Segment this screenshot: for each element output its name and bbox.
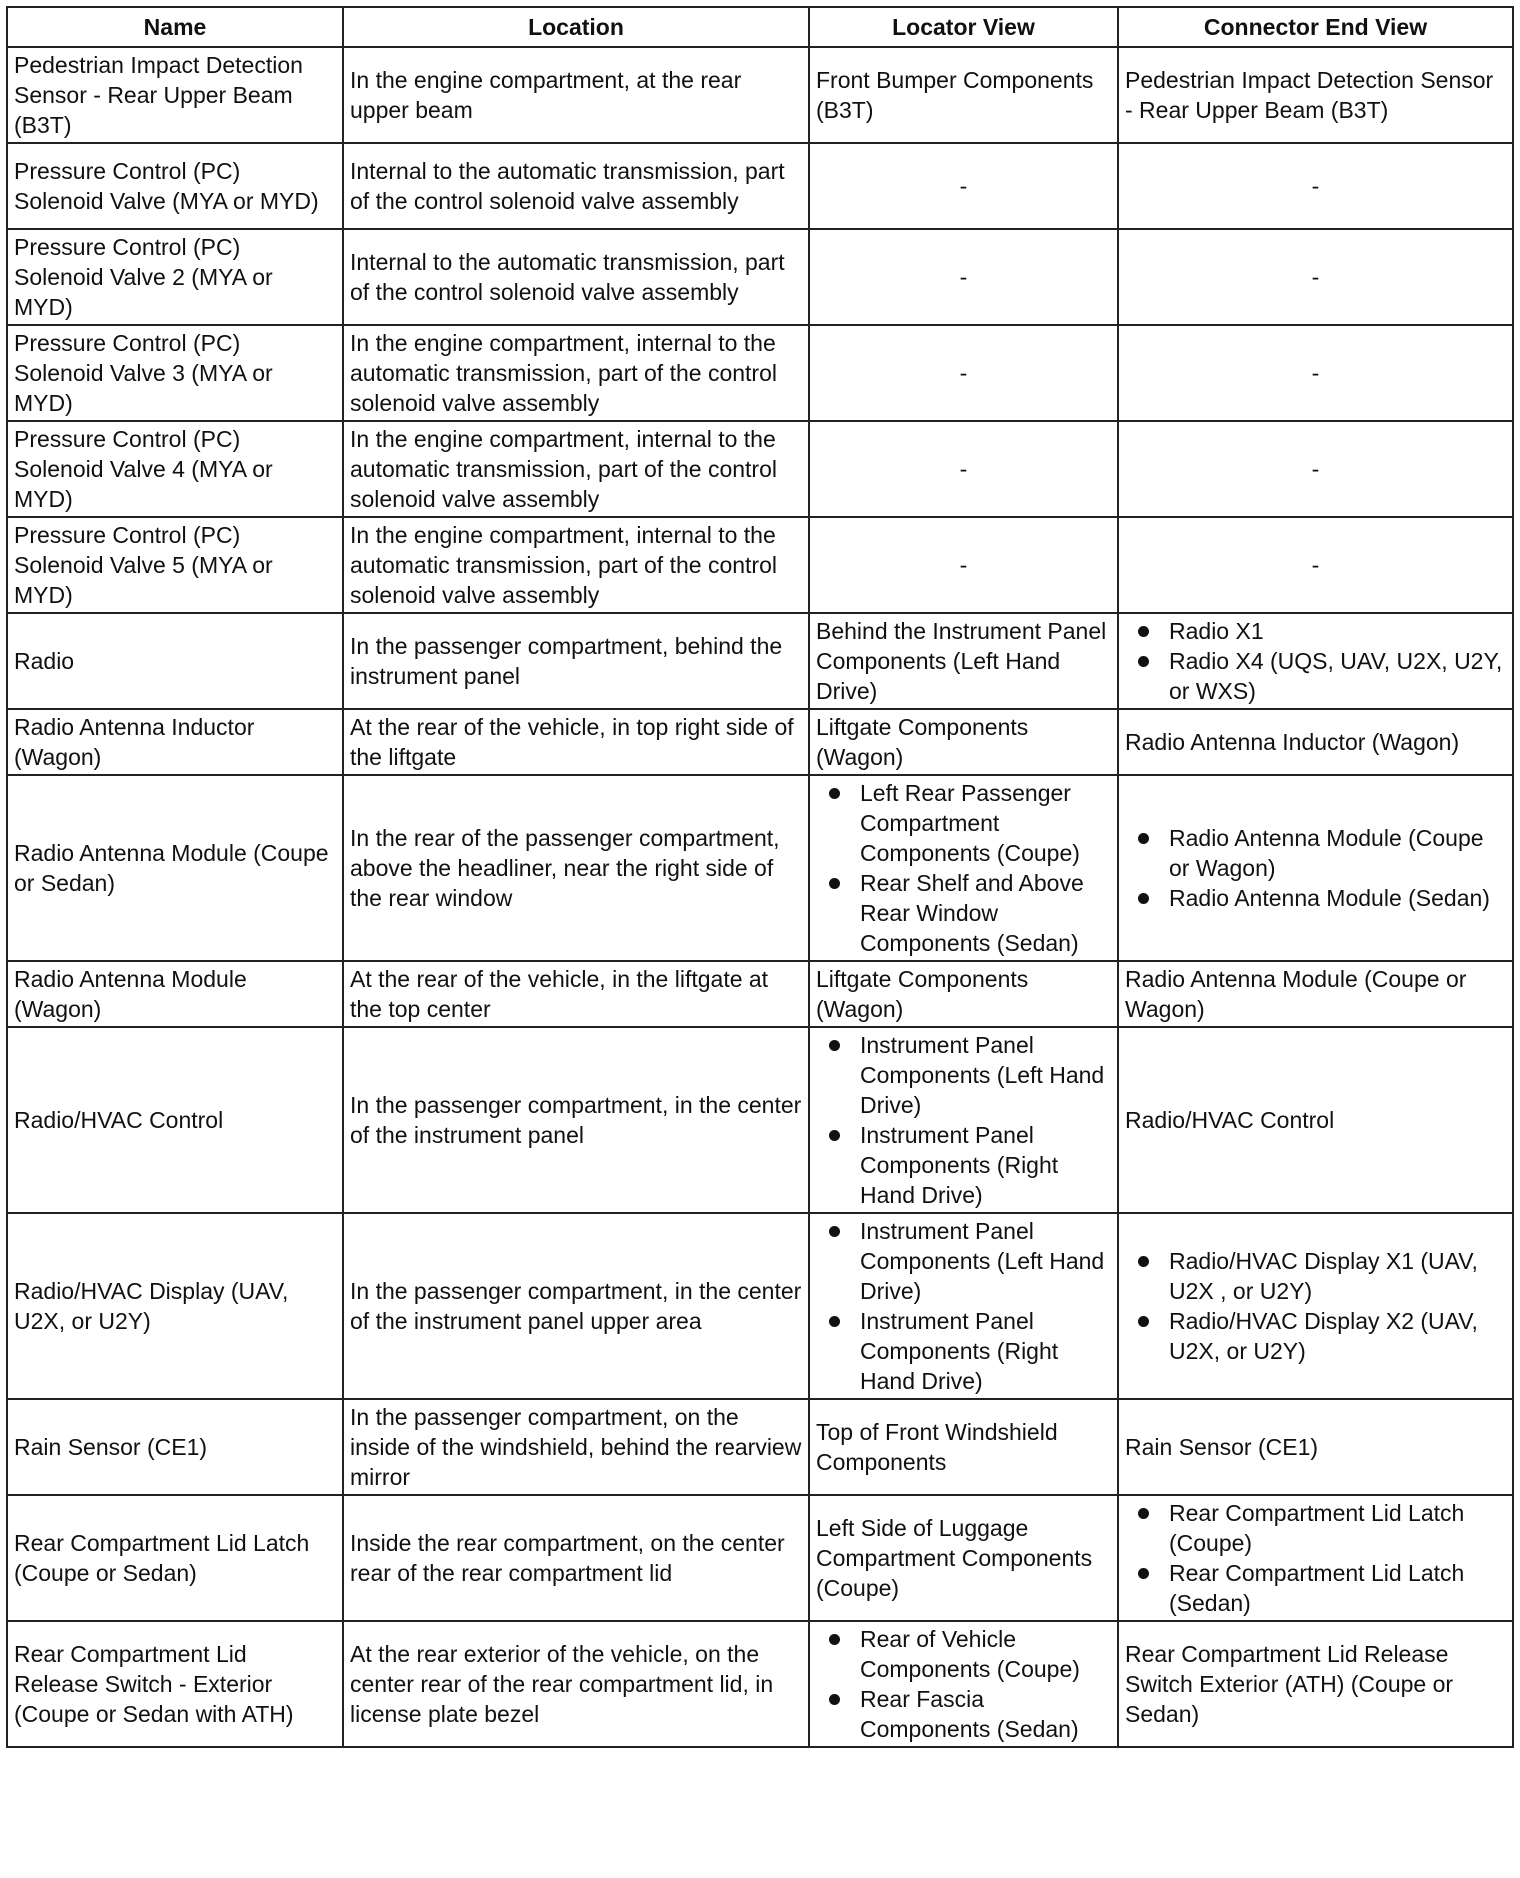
cell-location: In the engine compartment, at the rear upper beam bbox=[343, 47, 809, 143]
cell-location: In the passenger compartment, behind the instrument panel bbox=[343, 613, 809, 709]
cell-locator-view bbox=[809, 1213, 1118, 1399]
bullet-list bbox=[1125, 616, 1506, 706]
cell-locator-view: - bbox=[809, 229, 1118, 325]
cell-name: Radio Antenna Inductor (Wagon) bbox=[7, 709, 343, 775]
bullet-list bbox=[816, 1624, 1111, 1744]
bullet-item: Radio Antenna Module (Coupe or Wagon) bbox=[1169, 823, 1506, 883]
bullet-item: Rear Fascia Components (Sedan) bbox=[860, 1684, 1111, 1744]
bullet-item: Radio Antenna Module (Sedan) bbox=[1169, 883, 1506, 913]
cell-locator-view bbox=[809, 1621, 1118, 1747]
bullet-list bbox=[816, 1216, 1111, 1396]
table-row bbox=[7, 325, 1513, 421]
cell-locator-view: - bbox=[809, 325, 1118, 421]
cell-connector-end-view bbox=[1118, 775, 1513, 961]
header-name: Name bbox=[7, 7, 343, 47]
cell-locator-view: - bbox=[809, 143, 1118, 229]
table-row bbox=[7, 47, 1513, 143]
table-body bbox=[7, 47, 1513, 1747]
bullet-item: Rear Shelf and Above Rear Window Components (Sedan) bbox=[860, 868, 1111, 958]
cell-location: In the passenger compartment, on the inside of the windshield, behind the rearview mirror bbox=[343, 1399, 809, 1495]
table-row bbox=[7, 1399, 1513, 1495]
cell-connector-end-view: - bbox=[1118, 517, 1513, 613]
cell-location: Internal to the automatic transmission, part of the control solenoid valve assembly bbox=[343, 143, 809, 229]
bullet-list bbox=[816, 1030, 1111, 1210]
table-row bbox=[7, 1027, 1513, 1213]
cell-locator-view bbox=[809, 775, 1118, 961]
bullet-item: Instrument Panel Components (Left Hand Drive) bbox=[860, 1030, 1111, 1120]
table-row bbox=[7, 1621, 1513, 1747]
cell-location: At the rear of the vehicle, in the liftgate at the top center bbox=[343, 961, 809, 1027]
cell-locator-view: Front Bumper Components (B3T) bbox=[809, 47, 1118, 143]
cell-connector-end-view bbox=[1118, 1213, 1513, 1399]
cell-connector-end-view: Radio Antenna Module (Coupe or Wagon) bbox=[1118, 961, 1513, 1027]
cell-name: Radio Antenna Module (Coupe or Sedan) bbox=[7, 775, 343, 961]
cell-name: Pressure Control (PC) Solenoid Valve 5 (MYA or MYD) bbox=[7, 517, 343, 613]
table-row bbox=[7, 961, 1513, 1027]
cell-connector-end-view: - bbox=[1118, 229, 1513, 325]
table-row bbox=[7, 143, 1513, 229]
bullet-item: Rear Compartment Lid Latch (Sedan) bbox=[1169, 1558, 1506, 1618]
cell-name: Pressure Control (PC) Solenoid Valve (MYA or MYD) bbox=[7, 143, 343, 229]
cell-locator-view: Behind the Instrument Panel Components (Left Hand Drive) bbox=[809, 613, 1118, 709]
cell-name: Radio/HVAC Control bbox=[7, 1027, 343, 1213]
table-row bbox=[7, 775, 1513, 961]
cell-location: In the passenger compartment, in the center of the instrument panel upper area bbox=[343, 1213, 809, 1399]
cell-location: Internal to the automatic transmission, part of the control solenoid valve assembly bbox=[343, 229, 809, 325]
table-row bbox=[7, 1213, 1513, 1399]
bullet-list bbox=[1125, 1498, 1506, 1618]
cell-name: Pedestrian Impact Detection Sensor - Rear Upper Beam (B3T) bbox=[7, 47, 343, 143]
cell-locator-view bbox=[809, 1027, 1118, 1213]
cell-location: In the rear of the passenger compartment, above the headliner, near the right side of the rear window bbox=[343, 775, 809, 961]
cell-name: Pressure Control (PC) Solenoid Valve 3 (MYA or MYD) bbox=[7, 325, 343, 421]
component-location-table-wrapper bbox=[6, 6, 1512, 1748]
header-locator-view: Locator View bbox=[809, 7, 1118, 47]
bullet-item: Left Rear Passenger Compartment Components (Coupe) bbox=[860, 778, 1111, 868]
cell-connector-end-view: Radio/HVAC Control bbox=[1118, 1027, 1513, 1213]
cell-locator-view: Top of Front Windshield Components bbox=[809, 1399, 1118, 1495]
cell-location: At the rear of the vehicle, in top right side of the liftgate bbox=[343, 709, 809, 775]
cell-connector-end-view: - bbox=[1118, 421, 1513, 517]
cell-locator-view: Left Side of Luggage Compartment Components (Coupe) bbox=[809, 1495, 1118, 1621]
cell-location: At the rear exterior of the vehicle, on the center rear of the rear compartment lid, in license plate bezel bbox=[343, 1621, 809, 1747]
header-connector-end-view: Connector End View bbox=[1118, 7, 1513, 47]
cell-connector-end-view: - bbox=[1118, 325, 1513, 421]
bullet-list bbox=[816, 778, 1111, 958]
bullet-item: Instrument Panel Components (Right Hand Drive) bbox=[860, 1120, 1111, 1210]
table-row bbox=[7, 517, 1513, 613]
cell-connector-end-view bbox=[1118, 613, 1513, 709]
cell-location: In the engine compartment, internal to the automatic transmission, part of the control solenoid valve assembly bbox=[343, 325, 809, 421]
table-row bbox=[7, 229, 1513, 325]
bullet-item: Radio/HVAC Display X1 (UAV, U2X , or U2Y) bbox=[1169, 1246, 1506, 1306]
cell-name: Radio Antenna Module (Wagon) bbox=[7, 961, 343, 1027]
cell-name: Radio bbox=[7, 613, 343, 709]
cell-locator-view: Liftgate Components (Wagon) bbox=[809, 961, 1118, 1027]
bullet-item: Radio/HVAC Display X2 (UAV, U2X, or U2Y) bbox=[1169, 1306, 1506, 1366]
bullet-item: Instrument Panel Components (Left Hand Drive) bbox=[860, 1216, 1111, 1306]
cell-connector-end-view: - bbox=[1118, 143, 1513, 229]
cell-location: Inside the rear compartment, on the center rear of the rear compartment lid bbox=[343, 1495, 809, 1621]
cell-locator-view: - bbox=[809, 421, 1118, 517]
bullet-item: Instrument Panel Components (Right Hand Drive) bbox=[860, 1306, 1111, 1396]
cell-location: In the passenger compartment, in the center of the instrument panel bbox=[343, 1027, 809, 1213]
cell-locator-view: Liftgate Components (Wagon) bbox=[809, 709, 1118, 775]
table-row bbox=[7, 1495, 1513, 1621]
bullet-item: Radio X4 (UQS, UAV, U2X, U2Y, or WXS) bbox=[1169, 646, 1506, 706]
cell-name: Rear Compartment Lid Latch (Coupe or Sedan) bbox=[7, 1495, 343, 1621]
header-row bbox=[7, 7, 1513, 47]
cell-name: Radio/HVAC Display (UAV, U2X, or U2Y) bbox=[7, 1213, 343, 1399]
cell-connector-end-view: Pedestrian Impact Detection Sensor - Rear Upper Beam (B3T) bbox=[1118, 47, 1513, 143]
bullet-list bbox=[1125, 1246, 1506, 1366]
header-location: Location bbox=[343, 7, 809, 47]
cell-connector-end-view: Rain Sensor (CE1) bbox=[1118, 1399, 1513, 1495]
table-row bbox=[7, 421, 1513, 517]
cell-connector-end-view bbox=[1118, 1495, 1513, 1621]
table-row bbox=[7, 709, 1513, 775]
cell-location: In the engine compartment, internal to the automatic transmission, part of the control solenoid valve assembly bbox=[343, 517, 809, 613]
cell-name: Rain Sensor (CE1) bbox=[7, 1399, 343, 1495]
cell-name: Rear Compartment Lid Release Switch - Exterior (Coupe or Sedan with ATH) bbox=[7, 1621, 343, 1747]
cell-connector-end-view: Radio Antenna Inductor (Wagon) bbox=[1118, 709, 1513, 775]
cell-name: Pressure Control (PC) Solenoid Valve 2 (MYA or MYD) bbox=[7, 229, 343, 325]
table-row bbox=[7, 613, 1513, 709]
bullet-list bbox=[1125, 823, 1506, 913]
bullet-item: Radio X1 bbox=[1169, 616, 1506, 646]
cell-location: In the engine compartment, internal to the automatic transmission, part of the control solenoid valve assembly bbox=[343, 421, 809, 517]
component-location-table bbox=[6, 6, 1514, 1748]
cell-connector-end-view: Rear Compartment Lid Release Switch Exterior (ATH) (Coupe or Sedan) bbox=[1118, 1621, 1513, 1747]
bullet-item: Rear of Vehicle Components (Coupe) bbox=[860, 1624, 1111, 1684]
cell-locator-view: - bbox=[809, 517, 1118, 613]
bullet-item: Rear Compartment Lid Latch (Coupe) bbox=[1169, 1498, 1506, 1558]
cell-name: Pressure Control (PC) Solenoid Valve 4 (MYA or MYD) bbox=[7, 421, 343, 517]
